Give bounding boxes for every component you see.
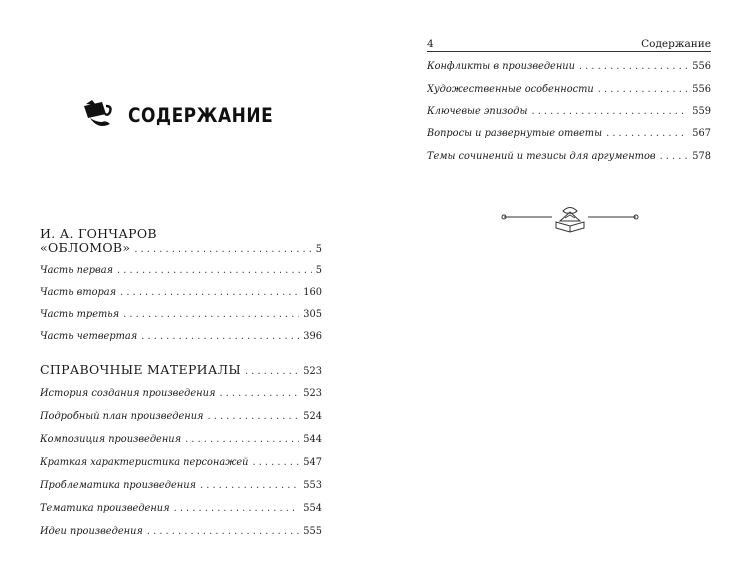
toc-leader <box>245 366 299 377</box>
toc-label: Композиция произведения <box>40 434 182 445</box>
toc-leader <box>606 128 688 139</box>
toc-label: Идеи произведения <box>40 526 143 537</box>
toc-entry[interactable] <box>427 106 711 117</box>
toc-page: 396 <box>303 331 322 342</box>
toc-entry[interactable] <box>40 434 322 445</box>
toc-label: Конфликты в произведении <box>427 61 575 72</box>
toc-page: 559 <box>692 106 711 117</box>
toc-label: Часть четвертая <box>40 331 138 342</box>
toc-label: «ОБЛОМОВ» <box>40 240 131 255</box>
contents-title-block <box>80 96 273 136</box>
toc-entry[interactable] <box>40 411 322 422</box>
toc-leader <box>208 411 300 422</box>
toc-page: 553 <box>303 480 322 491</box>
toc-page: 305 <box>303 309 322 320</box>
toc-leader <box>123 309 299 320</box>
toc-entry[interactable] <box>40 503 322 514</box>
cup-logo-icon <box>80 96 120 136</box>
toc-leader <box>117 265 312 276</box>
toc-page: 524 <box>303 411 322 422</box>
toc-label: Темы сочинений и тезисы для аргументов <box>427 151 656 162</box>
toc-leader <box>120 287 299 298</box>
right-page <box>375 0 750 582</box>
toc-entry[interactable] <box>427 151 711 162</box>
toc-label: Часть вторая <box>40 287 117 298</box>
toc-entry-reference[interactable] <box>40 362 322 377</box>
toc-label: Краткая характеристика персонажей <box>40 457 249 468</box>
toc-page: 5 <box>315 265 322 276</box>
toc-label: Подробный план произведения <box>40 411 204 422</box>
running-head-title: Содержание <box>641 38 711 50</box>
toc-page: 547 <box>303 457 322 468</box>
toc-leader <box>185 434 299 445</box>
toc-page: 556 <box>692 61 711 72</box>
toc-leader <box>531 106 688 117</box>
toc-label: СПРАВОЧНЫЕ МАТЕРИАЛЫ <box>40 362 241 377</box>
toc-page: 567 <box>692 128 711 139</box>
contents-title: СОДЕРЖАНИЕ <box>128 104 274 128</box>
toc-entry-work[interactable] <box>40 240 322 255</box>
toc-leader <box>174 503 300 514</box>
toc-entry[interactable] <box>40 526 322 537</box>
toc-entry[interactable] <box>427 128 711 139</box>
toc-label: Проблематика произведения <box>40 480 196 491</box>
toc-label: Ключевые эпизоды <box>427 106 528 117</box>
book-ornament-icon <box>500 200 640 234</box>
toc-leader <box>252 457 299 468</box>
toc-leader <box>200 480 299 491</box>
toc-page: 556 <box>692 84 711 95</box>
toc-leader <box>141 331 299 342</box>
page-number: 4 <box>427 38 434 50</box>
toc-entry[interactable] <box>40 265 322 276</box>
toc-page: 555 <box>303 526 322 537</box>
toc-leader <box>598 84 689 95</box>
toc-leader <box>660 151 689 162</box>
toc-label: Художественные особенности <box>427 84 594 95</box>
toc-entry[interactable] <box>40 388 322 399</box>
toc-entry[interactable] <box>427 84 711 95</box>
toc-leader <box>219 388 299 399</box>
toc-label: Часть третья <box>40 309 120 320</box>
toc-label: Тематика произведения <box>40 503 170 514</box>
toc-entry[interactable] <box>40 287 322 298</box>
toc-page: 523 <box>303 388 322 399</box>
toc-leader <box>579 61 688 72</box>
author-heading: И. А. ГОНЧАРОВ <box>40 226 157 241</box>
toc-entry[interactable] <box>427 61 711 72</box>
toc-leader <box>147 526 299 537</box>
toc-entry[interactable] <box>40 457 322 468</box>
toc-leader <box>134 244 311 255</box>
toc-page: 554 <box>303 503 322 514</box>
toc-label: Вопросы и развернутые ответы <box>427 128 603 139</box>
toc-entry[interactable] <box>40 309 322 320</box>
toc-page: 523 <box>303 366 322 377</box>
toc-label: История создания произведения <box>40 388 216 399</box>
toc-page: 544 <box>303 434 322 445</box>
toc-page: 578 <box>692 151 711 162</box>
toc-label: Часть первая <box>40 265 114 276</box>
toc-entry[interactable] <box>40 331 322 342</box>
toc-page: 160 <box>303 287 322 298</box>
toc-entry[interactable] <box>40 480 322 491</box>
toc-page: 5 <box>315 244 322 255</box>
running-head <box>427 38 711 52</box>
